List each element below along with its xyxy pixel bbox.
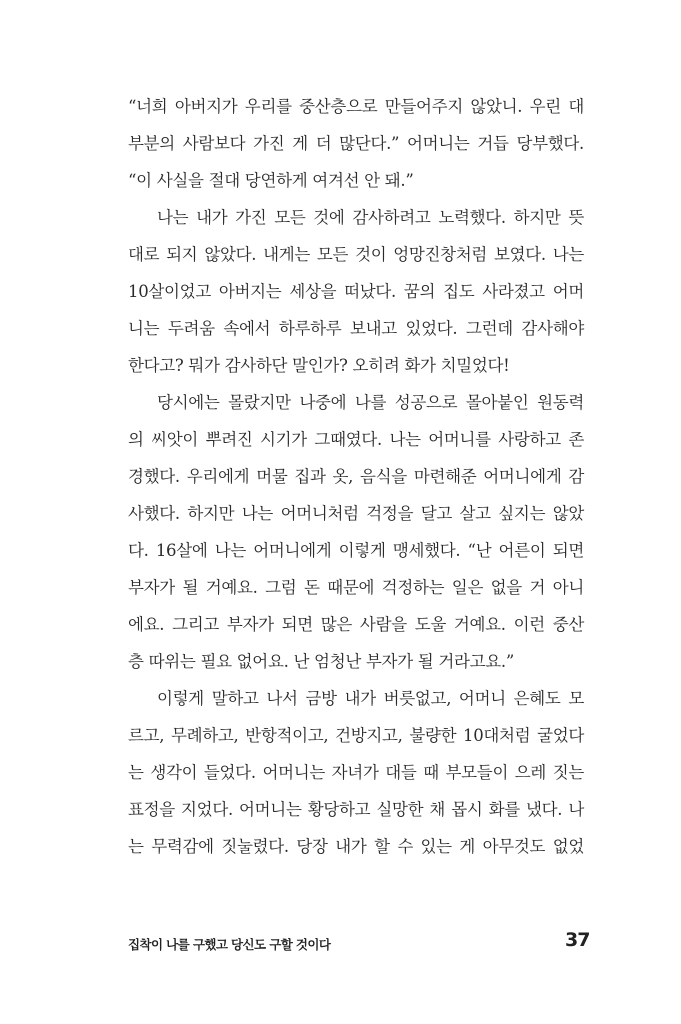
text-line-2: 부분의 사람보다 가진 게 더 많단다.” 어머니는 거듭 당부했다. xyxy=(128,134,584,153)
text-line-9: 당시에는 몰랐지만 나중에 나를 성공으로 몰아붙인 원동력 xyxy=(157,393,584,412)
text-line-12: 사했다. 하지만 나는 어머니처럼 걱정을 달고 살고 싶지는 않았 xyxy=(128,504,584,523)
text-line-5: 대로 되지 않았다. 내게는 모든 것이 엉망진창처럼 보였다. 나는 xyxy=(128,245,584,264)
text-line-18: 르고, 무례하고, 반항적이고, 건방지고, 불량한 10대처럼 굴었다 xyxy=(128,726,584,745)
text-line-16: 층 따위는 필요 없어요. 난 엄청난 부자가 될 거라고요.” xyxy=(128,652,515,671)
text-line-21: 는 무력감에 짓눌렸다. 당장 내가 할 수 있는 게 아무것도 없었 xyxy=(128,837,584,856)
text-line-10: 의 씨앗이 뿌려진 시기가 그때였다. 나는 어머니를 사랑하고 존 xyxy=(128,430,584,449)
page-number: 37 xyxy=(565,929,590,951)
text-line-20: 표정을 지었다. 어머니는 황당하고 실망한 채 몹시 화를 냈다. 나 xyxy=(128,800,584,819)
running-footer-book-title: 집착이 나를 구했고 당신도 구할 것이다 xyxy=(128,937,331,952)
text-line-19: 는 생각이 들었다. 어머니는 자녀가 대들 때 부모들이 으레 짓는 xyxy=(128,763,584,782)
text-line-3: “이 사실을 절대 당연하게 여겨선 안 돼.” xyxy=(128,171,414,190)
page-body-text xyxy=(128,88,584,865)
text-line-1: “너희 아버지가 우리를 중산층으로 만들어주지 않았니. 우린 대 xyxy=(128,97,584,116)
text-line-11: 경했다. 우리에게 머물 집과 옷, 음식을 마련해준 어머니에게 감 xyxy=(128,467,584,486)
text-line-13: 다. 16살에 나는 어머니에게 이렇게 맹세했다. “난 어른이 되면 xyxy=(128,541,584,560)
text-line-17: 이렇게 말하고 나서 금방 내가 버릇없고, 어머니 은혜도 모 xyxy=(157,689,584,708)
text-line-14: 부자가 될 거예요. 그럼 돈 때문에 걱정하는 일은 없을 거 아니 xyxy=(128,578,584,597)
text-line-15: 에요. 그리고 부자가 되면 많은 사람을 도울 거예요. 이런 중산 xyxy=(128,615,584,634)
text-line-6: 10살이었고 아버지는 세상을 떠났다. 꿈의 집도 사라졌고 어머 xyxy=(128,282,584,301)
text-line-7: 니는 두려움 속에서 하루하루 보내고 있었다. 그런데 감사해야 xyxy=(128,319,584,338)
text-line-4: 나는 내가 가진 모든 것에 감사하려고 노력했다. 하지만 뜻 xyxy=(157,208,584,227)
text-line-8: 한다고? 뭐가 감사하단 말인가? 오히려 화가 치밀었다! xyxy=(128,356,510,375)
